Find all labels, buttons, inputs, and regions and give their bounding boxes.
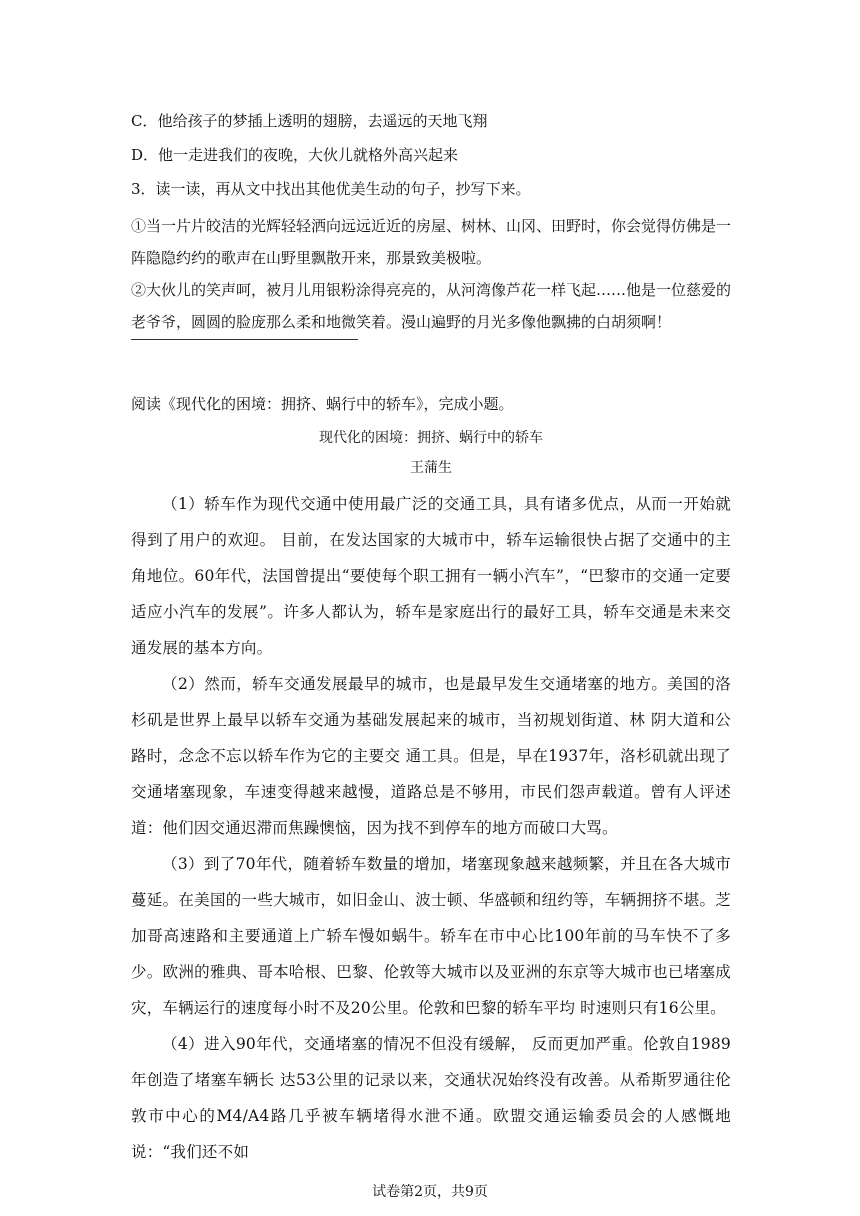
answer-blank-line <box>131 339 358 340</box>
reading-instruction: 阅读《现代化的困境：拥挤、蜗行中的轿车》，完成小题。 <box>131 395 514 413</box>
article-body <box>131 486 731 1170</box>
article-paragraph-4: （4）进入90年代，交通堵塞的情况不但没有缓解， 反而更加严重。伦敦自1989年创造了堵塞车辆长 达53公里的记录以来，交通状况始终没有改善。从希斯罗通往伦敦市中心的M4/A4路几乎被车辆堵得水泄不通。欧盟交通运输委员会的人感慨地说：“我们还不如 <box>131 1035 731 1161</box>
question-options-block <box>131 111 731 199</box>
option-d: D．他一走进我们的夜晚，大伙儿就格外高兴起来 <box>131 146 459 164</box>
article-paragraph-2: （2）然而，轿车交通发展最早的城市，也是最早发生交通堵塞的地方。美国的洛杉矶是世界上最早以轿车交通为基础发展起来的城市，当初规划街道、林 阴大道和公路时，念念不忘以轿车作为它的主要交 通工具。但是，早在1937年，洛杉矶就出现了交通堵塞现象，车速变得越来越慢，道路总是不够用，市民们怨声载道。曾有人评述道：他们因交通迟滞而焦躁懊恼，因为找不到停车的地方而破口大骂。 <box>131 675 731 837</box>
article-paragraph-1: （1）轿车作为现代交通中使用最广泛的交通工具，具有诸多优点，从而一开始就得到了用户的欢迎。 目前，在发达国家的大城市中，轿车运输很快占据了交通中的主角地位。60年代，法国曾提出“要使每个职工拥有一辆小汽车”，“巴黎市的交通一定要适应小汽车的发展”。许多人都认为，轿车是家庭出行的最好工具，轿车交通是未来交通发展的基本方向。 <box>131 495 731 657</box>
article-title: 现代化的困境：拥挤、蜗行中的轿车 <box>319 430 543 446</box>
page-footer: 试卷第2页，共9页 <box>372 1184 488 1200</box>
article-author: 王蒲生 <box>410 460 452 476</box>
question-3-item-1: ①当一片片皎洁的光辉轻轻洒向远远近近的房屋、树林、山冈、田野时，你会觉得仿佛是一阵隐隐约约的歌声在山野里飘散开来，那景致美极啦。 <box>131 217 732 267</box>
option-c: C．他给孩子的梦插上透明的翅膀，去遥远的天地飞翔 <box>131 112 488 130</box>
question-3-items <box>131 210 731 338</box>
question-3-item-2: ②大伙儿的笑声呵，被月儿用银粉涂得亮亮的，从河湾像芦花一样飞起……他是一位慈爱的老爷爷，圆圆的脸庞那么柔和地微笑着。漫山遍野的月光多像他飘拂的白胡须啊！ <box>131 281 732 331</box>
question-3-prompt: 3．读一读，再从文中找出其他优美生动的句子，抄写下来。 <box>131 180 531 198</box>
article-paragraph-3: （3）到了70年代，随着轿车数量的增加，堵塞现象越来越频繁，并且在各大城市蔓延。在美国的一些大城市，如旧金山、波士顿、华盛顿和纽约等，车辆拥挤不堪。芝加哥高速路和主要通道上广轿车慢如蜗牛。轿车在市中心比100年前的马车快不了多少。欧洲的雅典、哥本哈根、巴黎、伦敦等大城市以及亚洲的东京等大城市也已堵塞成灾，车辆运行的速度每小时不及20公里。伦敦和巴黎的轿车平均 时速则只有16公里。 <box>131 855 731 1017</box>
